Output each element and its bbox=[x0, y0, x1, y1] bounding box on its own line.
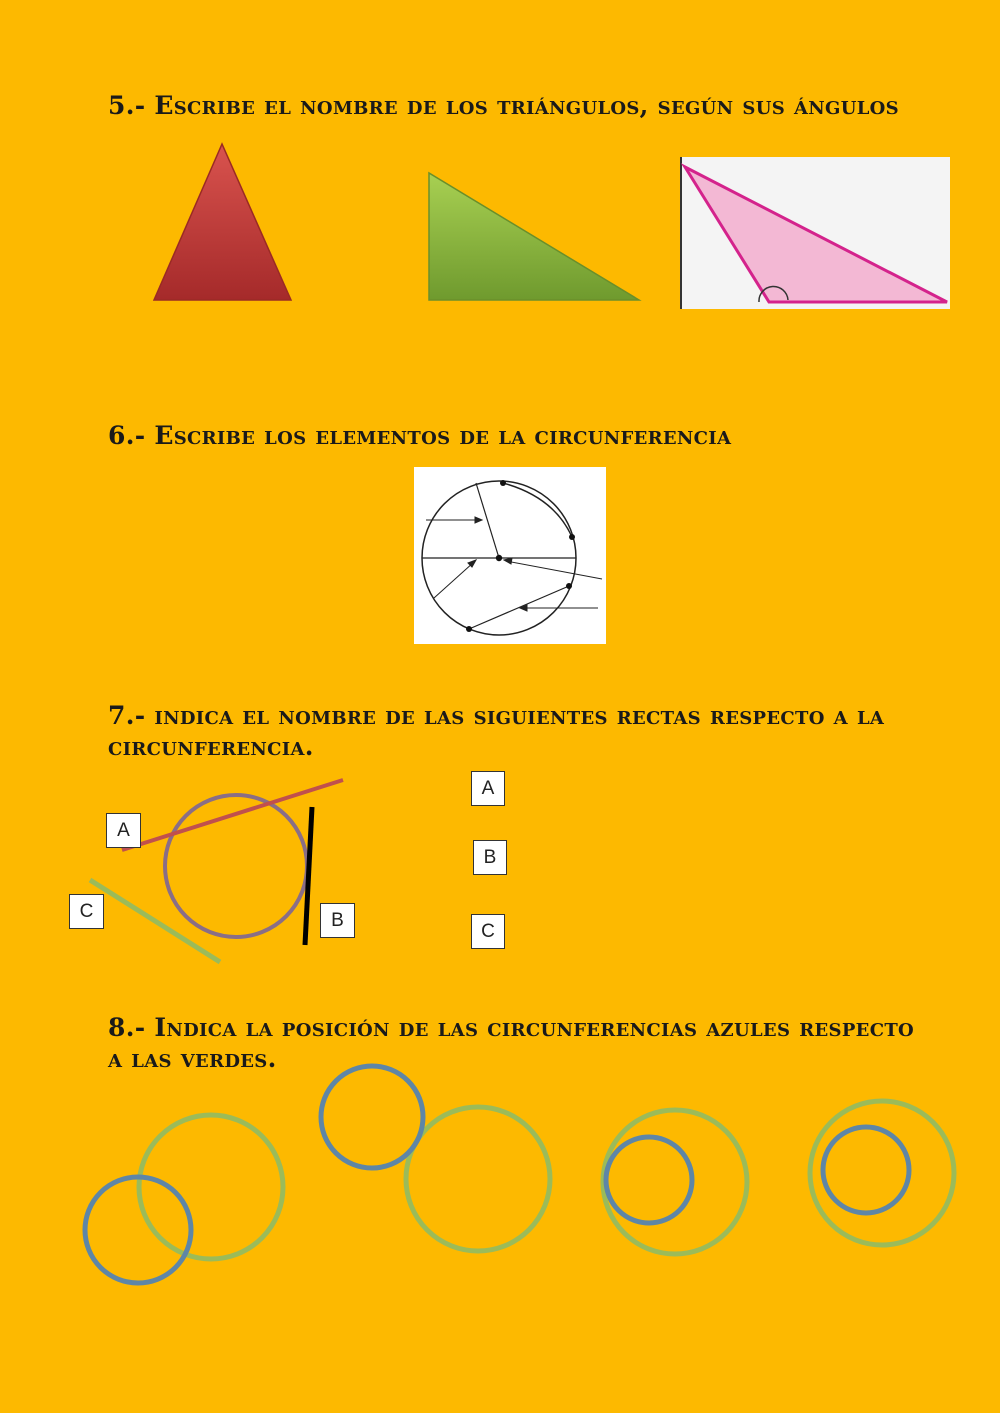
section7-title-line1: 7.- indica el nombre de las siguientes rectas respecto a la bbox=[108, 701, 885, 730]
line-b-tangent bbox=[305, 807, 312, 945]
section8-title-line1: 8.- Indica la posición de las circunferencias azules respecto bbox=[108, 1013, 914, 1042]
answer-label-a: A bbox=[471, 771, 505, 806]
line-c-exterior bbox=[90, 880, 220, 962]
section5-title: 5.- Escribe el nombre de los triángulos, según sus ángulos bbox=[108, 91, 899, 120]
reference-circle bbox=[165, 795, 307, 937]
green-circle-2 bbox=[406, 1107, 550, 1251]
blue-circle-4 bbox=[823, 1127, 909, 1213]
circles-positions-figure bbox=[0, 1055, 1000, 1295]
right-triangle bbox=[425, 168, 643, 305]
blue-circle-2 bbox=[321, 1066, 423, 1168]
acute-triangle bbox=[150, 140, 295, 305]
blue-circle-3 bbox=[606, 1137, 692, 1223]
center-point bbox=[496, 555, 502, 561]
obtuse-triangle bbox=[680, 157, 950, 309]
green-circle-1 bbox=[139, 1115, 283, 1259]
figure-label-c: C bbox=[69, 894, 104, 929]
section7-title-line2: circunferencia. bbox=[108, 732, 314, 761]
figure-label-a: A bbox=[106, 813, 141, 848]
section6-title: 6.- Escribe los elementos de la circunferencia bbox=[108, 421, 732, 450]
answer-label-c: C bbox=[471, 914, 505, 949]
green-circle-3 bbox=[603, 1110, 747, 1254]
section8-title-line2: a las verdes. bbox=[108, 1044, 277, 1073]
green-circle-4 bbox=[810, 1101, 954, 1245]
section7-title bbox=[108, 700, 884, 762]
lines-figure bbox=[60, 770, 360, 970]
figure-label-b: B bbox=[320, 903, 355, 938]
answer-label-b: B bbox=[473, 840, 507, 875]
circumference-diagram bbox=[414, 467, 606, 644]
